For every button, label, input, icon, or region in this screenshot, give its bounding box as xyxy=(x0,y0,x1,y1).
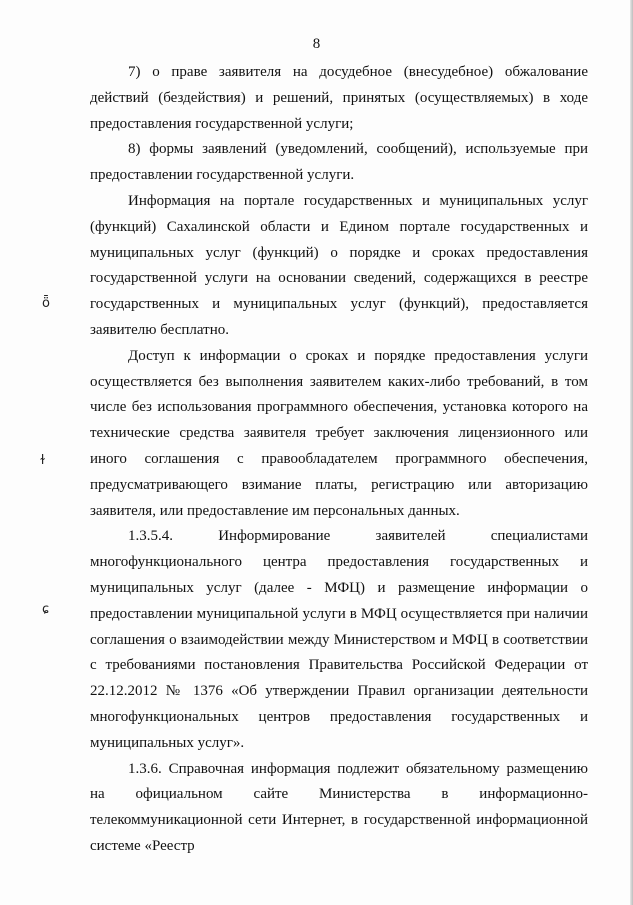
paragraph-portal-info: Информация на портале государственных и муниципальных услуг (функций) Сахалинской области и Едином портале государственных и муниципальных услуг (функций) о порядке и сроках предоставления государственной услуги на основании сведений, содержащихся в реестре государственных и муниципальных услуг (функций), предоставляется заявителю бесплатно. xyxy=(90,192,588,338)
paragraph-1-3-5-4: 1.3.5.4. Информирование заявителей специалистами многофункционального центра предоставления государственных и муниципальных услуг (далее - МФЦ) и размещение информации о предоставлении муниципальной услуги в МФЦ осуществляется при наличии соглашения о взаимодействии между Министерством и МФЦ в соответствии с требованиями постановления Правительства Российской Федерации от 22.12.2012 № 1376 «Об утверждении Правил организации деятельности многофункциональных центров предоставления государственных и муниципальных услуг». xyxy=(90,528,588,751)
paragraph-access-info: Доступ к информации о сроках и порядке предоставления услуги осуществляется без выполнения заявителем каких-либо требований, в том числе без использования программного обеспечения, установка которого на технические средства заявителя требует заключения лицензионного или иного соглашения с правообладателем программного обеспечения, предусматривающего взимание платы, регистрацию или авторизацию заявителя, или предоставление им персональных данных. xyxy=(90,347,588,519)
paragraph-item-8: 8) формы заявлений (уведомлений, сообщений), используемые при предоставлении государственной услуги. xyxy=(90,141,588,184)
scan-margin-mark: ɕ xyxy=(42,602,50,617)
document-body xyxy=(90,60,588,860)
scan-margin-mark: ɫ xyxy=(40,453,46,468)
scan-margin-mark: ȫ xyxy=(42,296,50,311)
page-number: 8 xyxy=(312,36,321,52)
paragraph-item-7: 7) о праве заявителя на досудебное (внесудебное) обжалование действий (бездействия) и решений, принятых (осуществляемых) в ходе предоставления государственной услуги; xyxy=(90,64,588,132)
paragraph-1-3-6: 1.3.6. Справочная информация подлежит обязательному размещению на официальном сайте Министерства в информационно-телекоммуникационной сети Интернет, в государственной информационной системе «Реестр xyxy=(90,760,588,854)
